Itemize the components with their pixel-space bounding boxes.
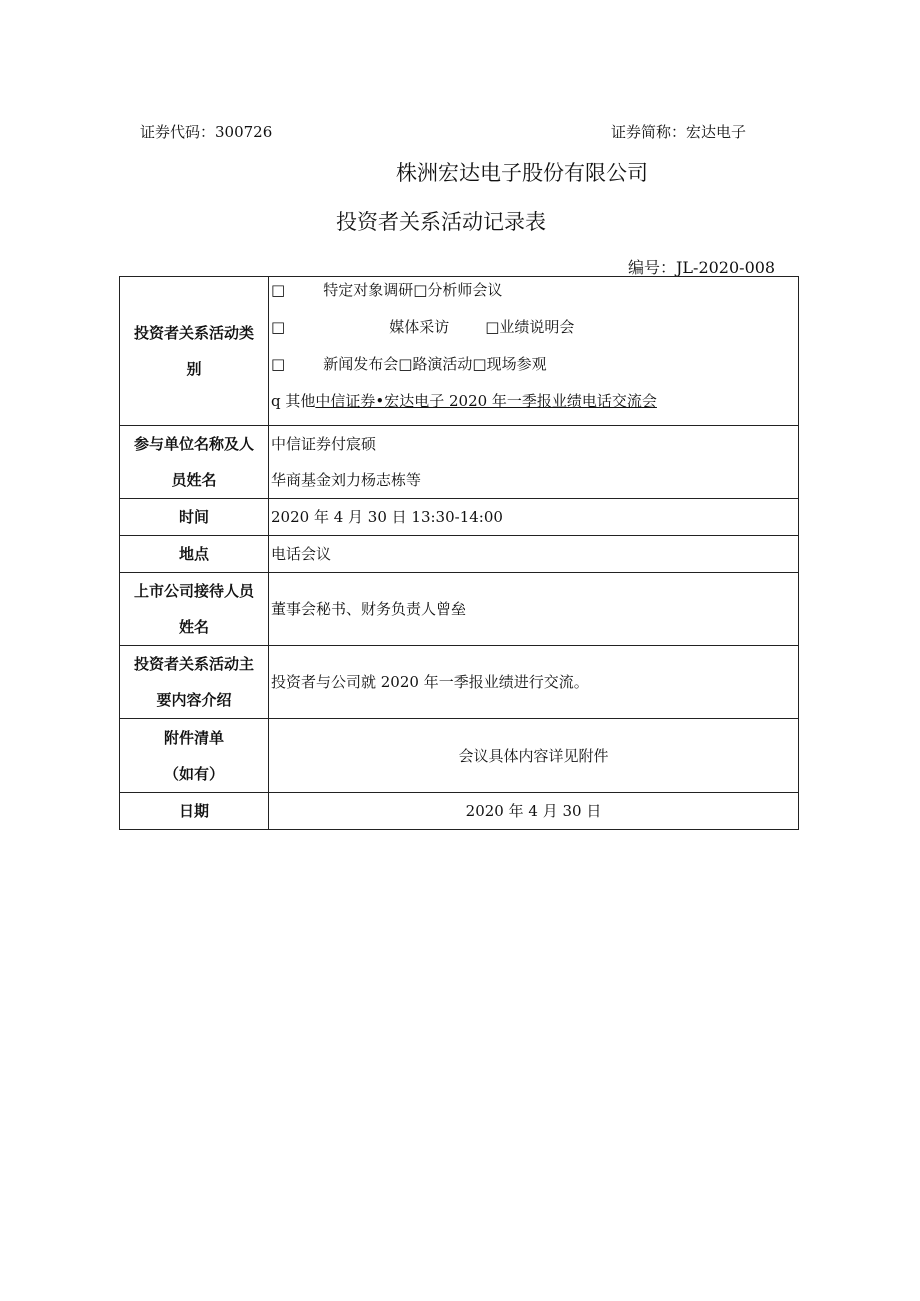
label-date: 日期 bbox=[120, 793, 269, 830]
value-reception: 董事会秘书、财务负责人曾垒 bbox=[269, 573, 799, 646]
label-activity-type-line1: 投资者关系活动类 bbox=[133, 324, 254, 342]
label-attachments-line2: （如有） bbox=[163, 764, 224, 783]
activity-line-4 bbox=[271, 388, 798, 425]
activity-line-1 bbox=[271, 277, 798, 314]
company-title: 株洲宏达电子股份有限公司 bbox=[396, 161, 648, 185]
value-time: 2020 年 4 月 30 日 13:30-14:00 bbox=[269, 499, 799, 536]
security-code: 证券代码：300726 bbox=[140, 123, 273, 141]
label-activity-type-line2: 别 bbox=[186, 360, 202, 378]
label-content-line1: 投资者关系活动主 bbox=[133, 655, 254, 673]
label-participants-line1: 参与单位名称及人 bbox=[133, 435, 254, 453]
label-reception-line1: 上市公司接待人员 bbox=[133, 582, 254, 600]
other-prefix: q 其他 bbox=[271, 392, 316, 410]
option-roadshow: □路演活动 bbox=[398, 355, 473, 373]
record-table bbox=[119, 276, 799, 830]
row-participants bbox=[120, 426, 799, 499]
value-participants bbox=[269, 426, 799, 499]
label-reception bbox=[120, 573, 269, 646]
label-reception-line2: 姓名 bbox=[178, 618, 209, 636]
value-activity-type bbox=[269, 277, 799, 426]
form-title: 投资者关系活动记录表 bbox=[336, 210, 546, 234]
label-content-line2: 要内容介绍 bbox=[156, 691, 232, 709]
option-research: 特定对象调研 bbox=[323, 281, 414, 299]
option-earnings: □业绩说明会 bbox=[485, 318, 575, 336]
label-content bbox=[120, 646, 269, 719]
value-date: 2020 年 4 月 30 日 bbox=[269, 793, 799, 830]
row-time bbox=[120, 499, 799, 536]
option-visit: □现场参观 bbox=[472, 355, 547, 373]
checkbox-icon[interactable]: □ bbox=[271, 355, 286, 373]
checkbox-icon[interactable]: □ bbox=[271, 281, 286, 299]
participants-line1: 中信证券付宸硕 bbox=[271, 435, 377, 453]
label-time: 时间 bbox=[120, 499, 269, 536]
value-attachments: 会议具体内容详见附件 bbox=[269, 719, 799, 793]
other-value: 中信证券•宏达电子 2020 年一季报业绩电话交流会 bbox=[315, 392, 657, 410]
label-participants-line2: 员姓名 bbox=[171, 471, 217, 489]
row-location bbox=[120, 536, 799, 573]
label-attachments-line1: 附件清单 bbox=[163, 728, 224, 747]
activity-line-3 bbox=[271, 351, 798, 388]
row-activity-type bbox=[120, 277, 799, 426]
participants-line2: 华商基金刘力杨志栋等 bbox=[271, 471, 422, 489]
value-location: 电话会议 bbox=[269, 536, 799, 573]
security-short-name: 证券简称：宏达电子 bbox=[611, 123, 747, 141]
row-date bbox=[120, 793, 799, 830]
activity-line-2 bbox=[271, 314, 798, 351]
label-location: 地点 bbox=[120, 536, 269, 573]
row-reception bbox=[120, 573, 799, 646]
checkbox-icon[interactable]: □ bbox=[271, 318, 286, 336]
row-attachments bbox=[120, 719, 799, 793]
label-activity-type bbox=[120, 277, 269, 426]
serial-number: 编号：JL-2020-008 bbox=[628, 258, 776, 277]
label-attachments bbox=[120, 719, 269, 793]
label-participants bbox=[120, 426, 269, 499]
option-analyst: □分析师会议 bbox=[413, 281, 503, 299]
row-content bbox=[120, 646, 799, 719]
value-content: 投资者与公司就 2020 年一季报业绩进行交流。 bbox=[269, 646, 799, 719]
option-press: 新闻发布会 bbox=[323, 355, 399, 373]
option-media: 媒体采访 bbox=[389, 318, 450, 336]
